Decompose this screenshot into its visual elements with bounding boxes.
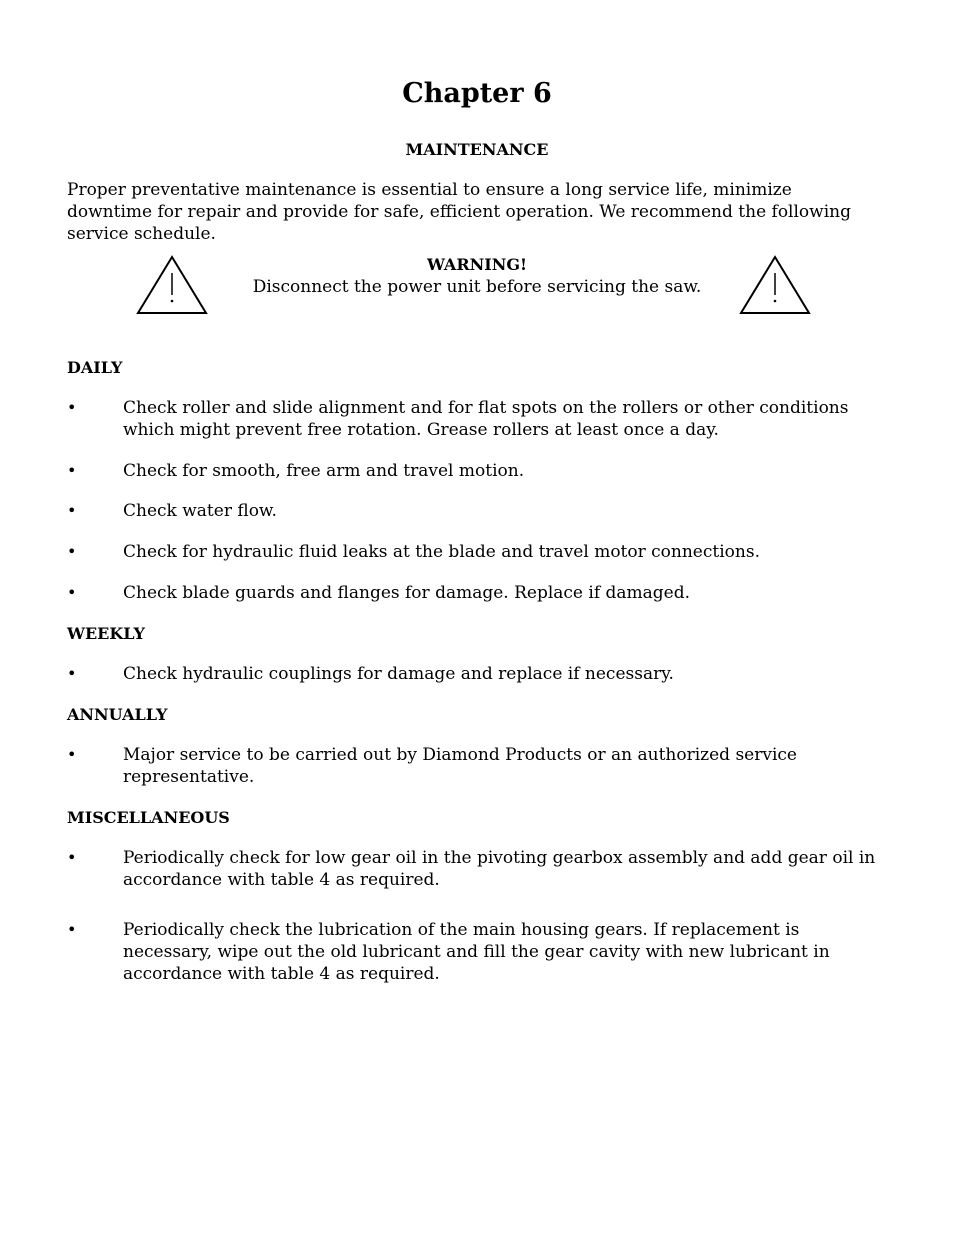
bullet: • <box>67 664 77 683</box>
list-item-text: Check blade guards and flanges for damage. Replace if damaged. <box>123 583 691 603</box>
bullet: • <box>67 542 77 561</box>
chapter-title: Chapter 6 <box>402 78 552 109</box>
bullet: • <box>67 461 77 480</box>
list-item-text: Check hydraulic couplings for damage and replace if necessary. <box>123 664 674 684</box>
bullet: • <box>67 583 77 602</box>
daily-heading: DAILY <box>67 358 123 377</box>
warning-heading: WARNING! <box>426 255 528 274</box>
warning-text: Disconnect the power unit before servicing the saw. <box>252 277 702 297</box>
bullet: • <box>67 848 77 867</box>
section-title: MAINTENANCE <box>405 140 549 159</box>
weekly-heading: WEEKLY <box>67 624 145 643</box>
list-item-text: Periodically check for low gear oil in the pivoting gearbox assembly and add gear oil in accordance with table 4 as required. <box>123 848 876 890</box>
list-item-text: Check water flow. <box>123 501 277 521</box>
list-item-text: Check for hydraulic fluid leaks at the blade and travel motor connections. <box>123 542 760 562</box>
list-item-text: Periodically check the lubrication of the main housing gears. If replacement is necessary, wipe out the old lubricant and fill the gear cavity with new lubricant in accordance with table 4 as required. <box>123 920 830 984</box>
bullet: • <box>67 398 77 417</box>
list-item-text: Check roller and slide alignment and for flat spots on the rollers or other conditions which might prevent free rotation. Grease rollers at least once a day. <box>123 398 849 440</box>
intro-paragraph: Proper preventative maintenance is essential to ensure a long service life, minimize downtime for repair and provide for safe, efficient operation. We recommend the following service schedule. <box>67 180 851 244</box>
bullet: • <box>67 501 77 520</box>
bullet: • <box>67 745 77 764</box>
list-item-text: Major service to be carried out by Diamond Products or an authorized service representative. <box>123 745 797 787</box>
bullet: • <box>67 920 77 939</box>
warning-triangle-icon <box>739 255 811 315</box>
annually-heading: ANNUALLY <box>67 705 168 724</box>
miscellaneous-heading: MISCELLANEOUS <box>67 808 230 827</box>
list-item-text: Check for smooth, free arm and travel motion. <box>123 461 525 481</box>
